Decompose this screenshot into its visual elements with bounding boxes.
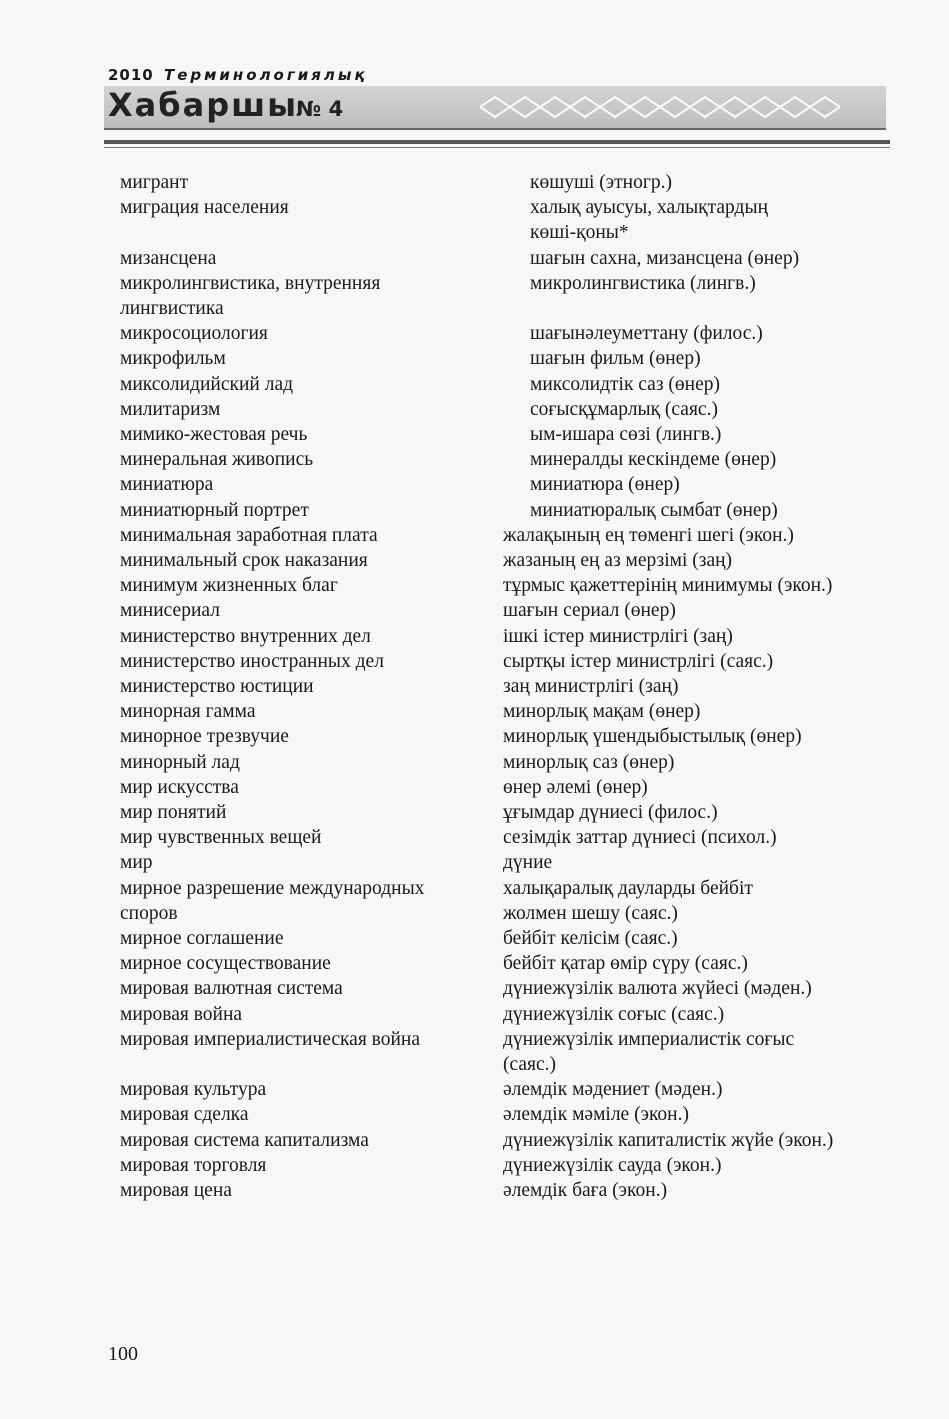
russian-term: мирное сосуществование [120,953,331,975]
glossary-entry [0,674,949,699]
russian-term: мировая торговля [120,1154,267,1176]
glossary-entry [0,649,949,674]
glossary-entry [0,724,949,749]
kazakh-term: (саяс.) [503,1053,557,1075]
header-year: 2010 [108,66,154,84]
kazakh-term: халық ауысуы, халықтардың [530,197,769,219]
glossary-entry [0,372,949,397]
glossary-entry [0,750,949,775]
journal-title: Хабаршы [108,86,299,124]
kazakh-term: минорлық саз (өнер) [503,751,675,773]
russian-term: мизансцена [120,247,217,269]
glossary-entry [0,825,949,850]
russian-term: мир [120,852,153,874]
glossary-entry [0,472,949,497]
glossary-entry [0,775,949,800]
kazakh-term: әлемдік мәдениет (мәден.) [503,1079,723,1101]
kazakh-term: миниатюра (өнер) [530,474,680,496]
glossary-entry [0,271,949,321]
glossary-entry [0,523,949,548]
glossary-entry [0,699,949,724]
russian-term: мигрант [120,172,189,193]
russian-term: министерство внутренних дел [120,625,371,647]
kazakh-term: дүние [503,852,553,874]
issue-number: № 4 [296,97,344,121]
glossary-entry [0,346,949,371]
kazakh-term: дүниежүзілік соғыс (саяс.) [503,1003,725,1025]
kazakh-term: көшуші (этногр.) [530,172,672,193]
kazakh-term: дүниежүзілік империалистік соғыс [503,1028,795,1050]
kazakh-term: соғысқұмарлық (саяс.) [530,398,718,420]
glossary-entry [0,926,949,951]
russian-term: миграция населения [120,197,289,219]
kazakh-term: бейбіт келісім (саяс.) [503,928,678,949]
russian-term: мир понятий [120,802,227,823]
russian-term: микросоциология [120,323,268,345]
glossary-entry [0,1153,949,1178]
russian-term: министерство юстиции [120,676,314,697]
russian-term: министерство иностранных дел [120,650,384,672]
russian-term: милитаризм [120,398,221,420]
glossary-entry [0,573,949,598]
kazakh-term: минорлық үшендыбыстылық (өнер) [503,726,802,748]
kazakh-term: шағынәлеуметтану (филос.) [530,323,763,345]
glossary-entry [0,624,949,649]
russian-term: мимико-жестовая речь [120,424,308,445]
kazakh-term: әлемдік баға (экон.) [503,1180,668,1201]
kazakh-term: микролингвистика (лингв.) [530,272,756,294]
russian-term: мировая война [120,1003,243,1025]
glossary-entry [0,1128,949,1153]
kazakh-term: ішкі істер министрлігі (заң) [503,625,733,647]
kazakh-term: миксолидтік саз (өнер) [530,373,720,395]
kazakh-term: сезімдік заттар дүниесі (психол.) [503,827,777,849]
kazakh-term: тұрмыс қажеттерінің минимумы (экон.) [503,575,833,597]
russian-term: мировая система капитализма [120,1129,369,1151]
kazakh-term: ұғымдар дүниесі (филос.) [503,802,718,823]
header-rule [104,140,890,144]
russian-term: мирное соглашение [120,928,284,949]
page-number: 100 [108,1343,138,1365]
russian-term: микрофильм [120,348,226,370]
glossary-entry [0,1102,949,1127]
kazakh-term: шағын сахна, мизансцена (өнер) [530,247,800,269]
glossary-entry [0,321,949,346]
glossary-entry [0,246,949,271]
kazakh-term: жалақының ең төменгі шегі (экон.) [503,524,794,546]
glossary-entry [0,498,949,523]
russian-term: мир искусства [120,776,239,798]
russian-term: микролингвистика, внутренняя [120,272,381,294]
kazakh-term: заң министрлігі (заң) [503,676,679,697]
russian-term: мир чувственных вещей [120,827,322,849]
kazakh-term: дүниежүзілік сауда (экон.) [503,1154,722,1176]
glossary-entry [0,976,949,1001]
glossary-entry [0,598,949,623]
russian-term: минимум жизненных благ [120,575,338,597]
russian-term: мирное разрешение международных [120,877,425,899]
russian-term: минорное трезвучие [120,726,289,748]
glossary-entry [0,1077,949,1102]
russian-term: мировая валютная система [120,978,343,1000]
header-rule-thin [104,147,890,148]
russian-term: миниатюра [120,474,214,496]
kazakh-term: дүниежүзілік капиталистік жүйе (экон.) [503,1129,834,1151]
series-heading [108,66,368,84]
russian-term: миниатюрный портрет [120,499,309,521]
russian-term: лингвистика [120,297,224,319]
kazakh-term: халықаралық дауларды бейбіт [503,877,753,899]
kazakh-term: миниатюралық сымбат (өнер) [530,499,778,521]
kazakh-term: көші-қоны* [530,222,629,244]
glossary-entry [0,876,949,926]
russian-term: минорная гамма [120,701,256,723]
russian-term: мировая сделка [120,1104,249,1126]
kazakh-term: жазаның ең аз мерзімі (заң) [503,550,733,571]
russian-term: минеральная живопись [120,449,314,471]
kazakh-term: шағын сериал (өнер) [503,600,676,622]
glossary-entry [0,548,949,573]
kazakh-term: жолмен шешу (саяс.) [503,902,678,924]
russian-term: минисериал [120,600,220,622]
russian-term: минорный лад [120,751,240,773]
russian-term: миксолидийский лад [120,373,294,395]
kazakh-term: сыртқы істер министрлігі (саяс.) [503,650,774,672]
kazakh-term: минорлық мақам (өнер) [503,701,701,723]
glossary-entry [0,1002,949,1027]
glossary-entry [0,1027,949,1077]
glossary-entry [0,170,949,195]
kazakh-term: шағын фильм (өнер) [530,348,701,370]
russian-term: мировая цена [120,1180,232,1201]
glossary-entry [0,951,949,976]
russian-term: споров [120,902,178,924]
glossary-entry [0,850,949,875]
russian-term: минимальный срок наказания [120,550,368,571]
russian-term: мировая культура [120,1079,267,1101]
kazakh-term: ым-ишара сөзі (лингв.) [530,424,722,445]
kazakh-term: әлемдік мәміле (экон.) [503,1104,689,1126]
glossary-entry [0,397,949,422]
russian-term: минимальная заработная плата [120,524,378,546]
glossary-entry [0,800,949,825]
glossary-entry [0,195,949,245]
kazakh-term: минералды кескіндеме (өнер) [530,449,777,471]
kazakh-term: бейбіт қатар өмір сүру (саяс.) [503,953,748,975]
russian-term: мировая империалистическая война [120,1028,421,1050]
kazakh-term: өнер әлемі (өнер) [503,776,648,798]
ornament-icon [480,92,840,122]
glossary-entry [0,422,949,447]
header-series: Терминологиялық [163,66,368,84]
glossary-entry [0,447,949,472]
glossary-entry [0,1178,949,1203]
kazakh-term: дүниежүзілік валюта жүйесі (мәден.) [503,978,812,1000]
